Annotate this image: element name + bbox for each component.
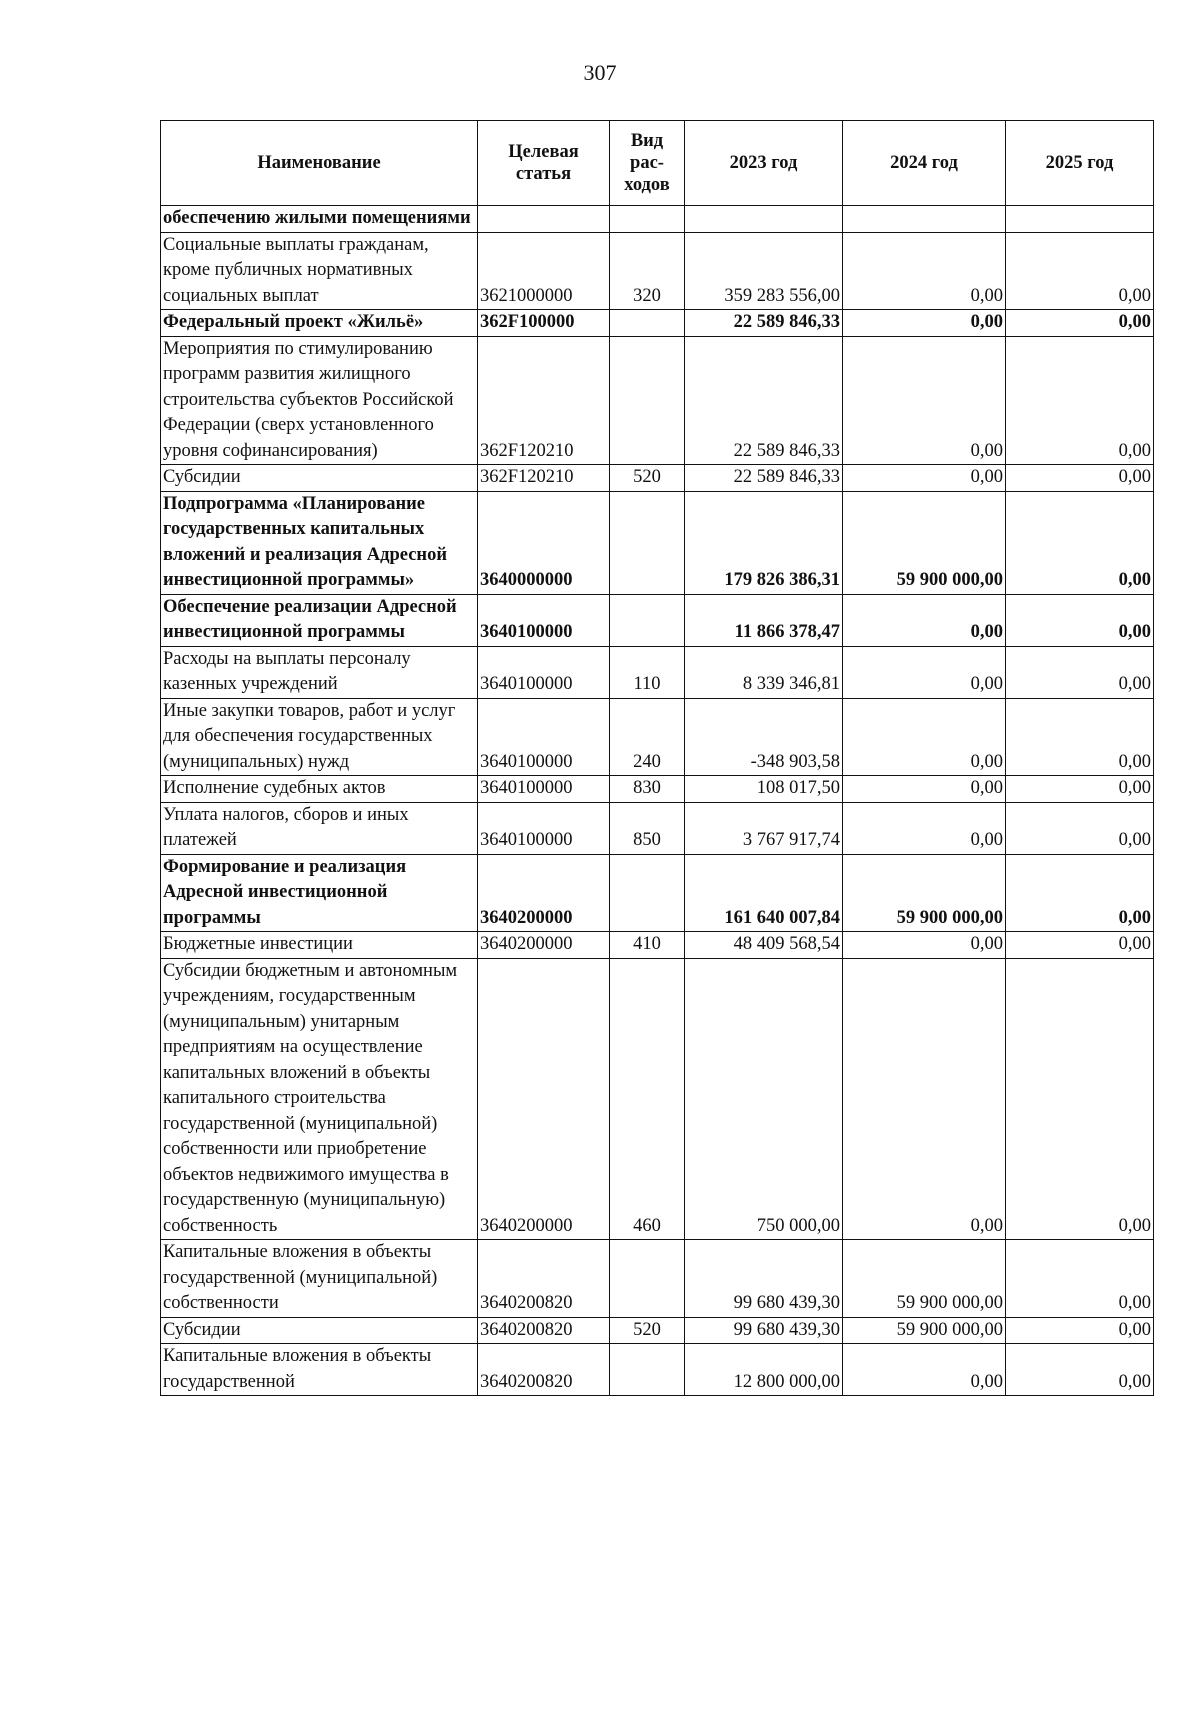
row-target-article-cell: 3640100000 bbox=[478, 698, 610, 776]
row-2025-cell: 0,00 bbox=[1006, 232, 1154, 310]
row-2025-cell: 0,00 bbox=[1006, 491, 1154, 594]
table-row bbox=[161, 1344, 1154, 1396]
row-2023-cell: 3 767 917,74 bbox=[685, 802, 843, 854]
budget-table bbox=[160, 120, 1154, 1396]
row-target-article-cell: 3640100000 bbox=[478, 594, 610, 646]
row-2025-cell: 0,00 bbox=[1006, 854, 1154, 932]
row-name-cell: Субсидии бюджетным и автономным учреждениям, государственным (муниципальным) унитарным предприятиям на осуществление капитальных вложений в объекты капитального строительства государственной (муниципальной) собственности или приобретение объектов недвижимого имущества в государственную (муниципальную) собственность bbox=[161, 958, 478, 1240]
row-expense-type-cell: 320 bbox=[610, 232, 685, 310]
row-2024-cell: 0,00 bbox=[843, 1344, 1006, 1396]
row-2023-cell: 161 640 007,84 bbox=[685, 854, 843, 932]
row-2023-cell: 22 589 846,33 bbox=[685, 336, 843, 465]
row-expense-type-cell bbox=[610, 310, 685, 337]
row-expense-type-cell bbox=[610, 206, 685, 233]
table-row bbox=[161, 232, 1154, 310]
row-target-article-cell: 3640200820 bbox=[478, 1317, 610, 1344]
header-2025: 2025 год bbox=[1006, 121, 1154, 206]
row-2024-cell: 0,00 bbox=[843, 958, 1006, 1240]
table-row bbox=[161, 958, 1154, 1240]
row-2024-cell: 0,00 bbox=[843, 465, 1006, 492]
row-2023-cell: 8 339 346,81 bbox=[685, 646, 843, 698]
row-expense-type-cell: 110 bbox=[610, 646, 685, 698]
header-expense-type: Вид рас-ходов bbox=[610, 121, 685, 206]
row-expense-type-cell: 240 bbox=[610, 698, 685, 776]
row-target-article-cell: 3640200000 bbox=[478, 854, 610, 932]
row-name-cell: Мероприятия по стимулированию программ развития жилищного строительства субъектов Российской Федерации (сверх установленного уровня софинансирования) bbox=[161, 336, 478, 465]
row-2025-cell: 0,00 bbox=[1006, 594, 1154, 646]
row-name-cell: Капитальные вложения в объекты государственной (муниципальной) собственности bbox=[161, 1240, 478, 1318]
table-row bbox=[161, 594, 1154, 646]
row-name-cell: Расходы на выплаты персоналу казенных учреждений bbox=[161, 646, 478, 698]
row-name-cell: Бюджетные инвестиции bbox=[161, 932, 478, 959]
row-name-cell: Субсидии bbox=[161, 1317, 478, 1344]
row-2024-cell: 59 900 000,00 bbox=[843, 1240, 1006, 1318]
row-target-article-cell: 362F120210 bbox=[478, 465, 610, 492]
table-row bbox=[161, 1317, 1154, 1344]
row-2025-cell: 0,00 bbox=[1006, 698, 1154, 776]
row-name-cell: Формирование и реализация Адресной инвестиционной программы bbox=[161, 854, 478, 932]
row-name-cell: Социальные выплаты гражданам, кроме публичных нормативных социальных выплат bbox=[161, 232, 478, 310]
row-expense-type-cell bbox=[610, 854, 685, 932]
table-row bbox=[161, 465, 1154, 492]
row-expense-type-cell bbox=[610, 336, 685, 465]
row-target-article-cell: 3640000000 bbox=[478, 491, 610, 594]
row-target-article-cell bbox=[478, 206, 610, 233]
row-name-cell: Подпрограмма «Планирование государственных капитальных вложений и реализация Адресной инвестиционной программы» bbox=[161, 491, 478, 594]
row-name-cell: Уплата налогов, сборов и иных платежей bbox=[161, 802, 478, 854]
row-target-article-cell: 362F100000 bbox=[478, 310, 610, 337]
row-2025-cell: 0,00 bbox=[1006, 1344, 1154, 1396]
row-2025-cell: 0,00 bbox=[1006, 1240, 1154, 1318]
row-2024-cell: 59 900 000,00 bbox=[843, 1317, 1006, 1344]
table-row bbox=[161, 1240, 1154, 1318]
row-2024-cell: 0,00 bbox=[843, 802, 1006, 854]
row-2025-cell: 0,00 bbox=[1006, 958, 1154, 1240]
row-2024-cell: 0,00 bbox=[843, 698, 1006, 776]
row-expense-type-cell: 830 bbox=[610, 776, 685, 803]
header-target-article: Целевая статья bbox=[478, 121, 610, 206]
table-body bbox=[161, 206, 1154, 1396]
row-2023-cell: -348 903,58 bbox=[685, 698, 843, 776]
row-2024-cell: 59 900 000,00 bbox=[843, 854, 1006, 932]
table-row bbox=[161, 698, 1154, 776]
row-name-cell: обеспечению жилыми помещениями bbox=[161, 206, 478, 233]
row-2024-cell: 0,00 bbox=[843, 336, 1006, 465]
row-name-cell: Исполнение судебных актов bbox=[161, 776, 478, 803]
row-expense-type-cell: 460 bbox=[610, 958, 685, 1240]
row-expense-type-cell bbox=[610, 491, 685, 594]
row-target-article-cell: 3640200000 bbox=[478, 958, 610, 1240]
header-2024: 2024 год bbox=[843, 121, 1006, 206]
row-name-cell: Субсидии bbox=[161, 465, 478, 492]
row-2023-cell: 11 866 378,47 bbox=[685, 594, 843, 646]
row-expense-type-cell: 410 bbox=[610, 932, 685, 959]
header-2023: 2023 год bbox=[685, 121, 843, 206]
row-target-article-cell: 3640200820 bbox=[478, 1344, 610, 1396]
row-2025-cell: 0,00 bbox=[1006, 932, 1154, 959]
row-target-article-cell: 3640200820 bbox=[478, 1240, 610, 1318]
row-2025-cell: 0,00 bbox=[1006, 310, 1154, 337]
row-2025-cell: 0,00 bbox=[1006, 646, 1154, 698]
row-2023-cell: 22 589 846,33 bbox=[685, 310, 843, 337]
table-row bbox=[161, 854, 1154, 932]
row-2024-cell: 0,00 bbox=[843, 932, 1006, 959]
row-2024-cell bbox=[843, 206, 1006, 233]
row-2023-cell: 359 283 556,00 bbox=[685, 232, 843, 310]
row-target-article-cell: 3640100000 bbox=[478, 646, 610, 698]
table-row bbox=[161, 932, 1154, 959]
table-row bbox=[161, 802, 1154, 854]
row-2023-cell: 22 589 846,33 bbox=[685, 465, 843, 492]
row-2024-cell: 0,00 bbox=[843, 646, 1006, 698]
row-2025-cell: 0,00 bbox=[1006, 465, 1154, 492]
row-target-article-cell: 3640200000 bbox=[478, 932, 610, 959]
row-expense-type-cell: 520 bbox=[610, 1317, 685, 1344]
row-2024-cell: 59 900 000,00 bbox=[843, 491, 1006, 594]
table-row bbox=[161, 646, 1154, 698]
row-2023-cell: 99 680 439,30 bbox=[685, 1317, 843, 1344]
row-2023-cell bbox=[685, 206, 843, 233]
row-expense-type-cell: 520 bbox=[610, 465, 685, 492]
row-2023-cell: 12 800 000,00 bbox=[685, 1344, 843, 1396]
row-2025-cell: 0,00 bbox=[1006, 776, 1154, 803]
row-name-cell: Федеральный проект «Жильё» bbox=[161, 310, 478, 337]
row-2025-cell: 0,00 bbox=[1006, 1317, 1154, 1344]
row-2024-cell: 0,00 bbox=[843, 776, 1006, 803]
row-expense-type-cell: 850 bbox=[610, 802, 685, 854]
page-number: 307 bbox=[583, 60, 617, 85]
row-2025-cell: 0,00 bbox=[1006, 802, 1154, 854]
row-name-cell: Капитальные вложения в объекты государственной bbox=[161, 1344, 478, 1396]
row-2023-cell: 750 000,00 bbox=[685, 958, 843, 1240]
table-row bbox=[161, 776, 1154, 803]
table-row bbox=[161, 310, 1154, 337]
row-2025-cell bbox=[1006, 206, 1154, 233]
table-row bbox=[161, 336, 1154, 465]
row-2024-cell: 0,00 bbox=[843, 594, 1006, 646]
row-2023-cell: 48 409 568,54 bbox=[685, 932, 843, 959]
row-expense-type-cell bbox=[610, 594, 685, 646]
row-target-article-cell: 3640100000 bbox=[478, 802, 610, 854]
row-2023-cell: 179 826 386,31 bbox=[685, 491, 843, 594]
row-2023-cell: 99 680 439,30 bbox=[685, 1240, 843, 1318]
table-row bbox=[161, 491, 1154, 594]
row-target-article-cell: 3621000000 bbox=[478, 232, 610, 310]
row-2024-cell: 0,00 bbox=[843, 310, 1006, 337]
row-target-article-cell: 362F120210 bbox=[478, 336, 610, 465]
table-row bbox=[161, 206, 1154, 233]
row-name-cell: Обеспечение реализации Адресной инвестиционной программы bbox=[161, 594, 478, 646]
header-name: Наименование bbox=[161, 121, 478, 206]
row-target-article-cell: 3640100000 bbox=[478, 776, 610, 803]
row-2024-cell: 0,00 bbox=[843, 232, 1006, 310]
row-2023-cell: 108 017,50 bbox=[685, 776, 843, 803]
row-name-cell: Иные закупки товаров, работ и услуг для обеспечения государственных (муниципальных) нужд bbox=[161, 698, 478, 776]
table-header-row bbox=[161, 121, 1154, 206]
row-2025-cell: 0,00 bbox=[1006, 336, 1154, 465]
row-expense-type-cell bbox=[610, 1344, 685, 1396]
row-expense-type-cell bbox=[610, 1240, 685, 1318]
